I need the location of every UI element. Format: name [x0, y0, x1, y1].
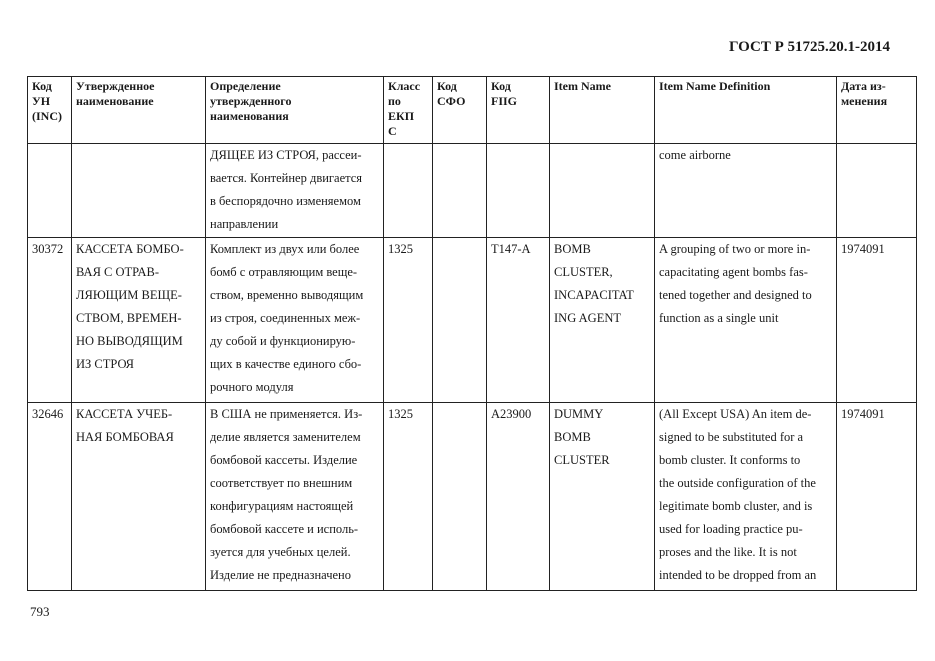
cell-change-date: 1974091 — [837, 403, 917, 591]
table-row — [28, 144, 917, 238]
column-header-inc: Код УН (INC) — [28, 77, 72, 144]
cell-item-name: BOMB CLUSTER, INCAPACITAT ING AGENT — [550, 238, 655, 403]
table-row — [28, 238, 917, 403]
cell-change-date: 1974091 — [837, 238, 917, 403]
cell-definition: ДЯЩЕЕ ИЗ СТРОЯ, рассеи- вается. Контейнер двигается в беспорядочно изменяемом направлении — [206, 144, 384, 238]
column-header-item-name: Item Name — [550, 77, 655, 144]
cell-approved-name: КАССЕТА УЧЕБ- НАЯ БОМБОВАЯ — [72, 403, 206, 591]
cell-inc — [28, 144, 72, 238]
cell-item-name-definition: (All Except USA) An item de- signed to be substituted for a bomb cluster. It conforms to the outside configuration of the legitimate bomb cluster, and is used for loading practice pu- proses and the like. It is not intended to be dropped from an — [655, 403, 837, 591]
cell-class — [384, 144, 433, 238]
cell-sfo — [433, 144, 487, 238]
column-header-class: Класс по ЕКП С — [384, 77, 433, 144]
column-header-sfo: Код СФО — [433, 77, 487, 144]
table-row — [28, 403, 917, 591]
cell-fiig — [487, 144, 550, 238]
cell-inc: 32646 — [28, 403, 72, 591]
cell-item-name-definition: come airborne — [655, 144, 837, 238]
cell-definition: Комплект из двух или более бомб с отравляющим веще- ством, временно выводящим из строя, соединенных меж- ду собой и функционирую- щих в качестве единого сбо- рочного модуля — [206, 238, 384, 403]
cell-class: 1325 — [384, 238, 433, 403]
cell-change-date — [837, 144, 917, 238]
column-header-approved-name: Утвержденное наименование — [72, 77, 206, 144]
cell-sfo — [433, 403, 487, 591]
cell-sfo — [433, 238, 487, 403]
table-header-row — [28, 77, 917, 144]
cell-inc: 30372 — [28, 238, 72, 403]
cell-item-name: DUMMY BOMB CLUSTER — [550, 403, 655, 591]
cell-definition: В США не применяется. Из- делие является заменителем бомбовой кассеты. Изделие соответствует по внешним конфигурациям настоящей бомбовой кассете и исполь- зуется для учебных целей. Изделие не предназначено — [206, 403, 384, 591]
column-header-fiig: Код FIIG — [487, 77, 550, 144]
cell-fiig: A23900 — [487, 403, 550, 591]
cell-item-name-definition: A grouping of two or more in- capacitating agent bombs fas- tened together and designed to function as a single unit — [655, 238, 837, 403]
document-code: ГОСТ Р 51725.20.1-2014 — [728, 39, 890, 55]
cell-approved-name — [72, 144, 206, 238]
cell-class: 1325 — [384, 403, 433, 591]
cell-item-name — [550, 144, 655, 238]
page-number: 793 — [30, 604, 50, 619]
column-header-change-date: Дата из- менения — [837, 77, 917, 144]
cell-approved-name: КАССЕТА БОМБО- ВАЯ С ОТРАВ- ЛЯЮЩИМ ВЕЩЕ- СТВОМ, ВРЕМЕН- НО ВЫВОДЯЩИМ ИЗ СТРОЯ — [72, 238, 206, 403]
data-table — [27, 76, 917, 591]
column-header-definition: Определение утвержденного наименования — [206, 77, 384, 144]
column-header-item-name-definition: Item Name Definition — [655, 77, 837, 144]
cell-fiig: T147-A — [487, 238, 550, 403]
